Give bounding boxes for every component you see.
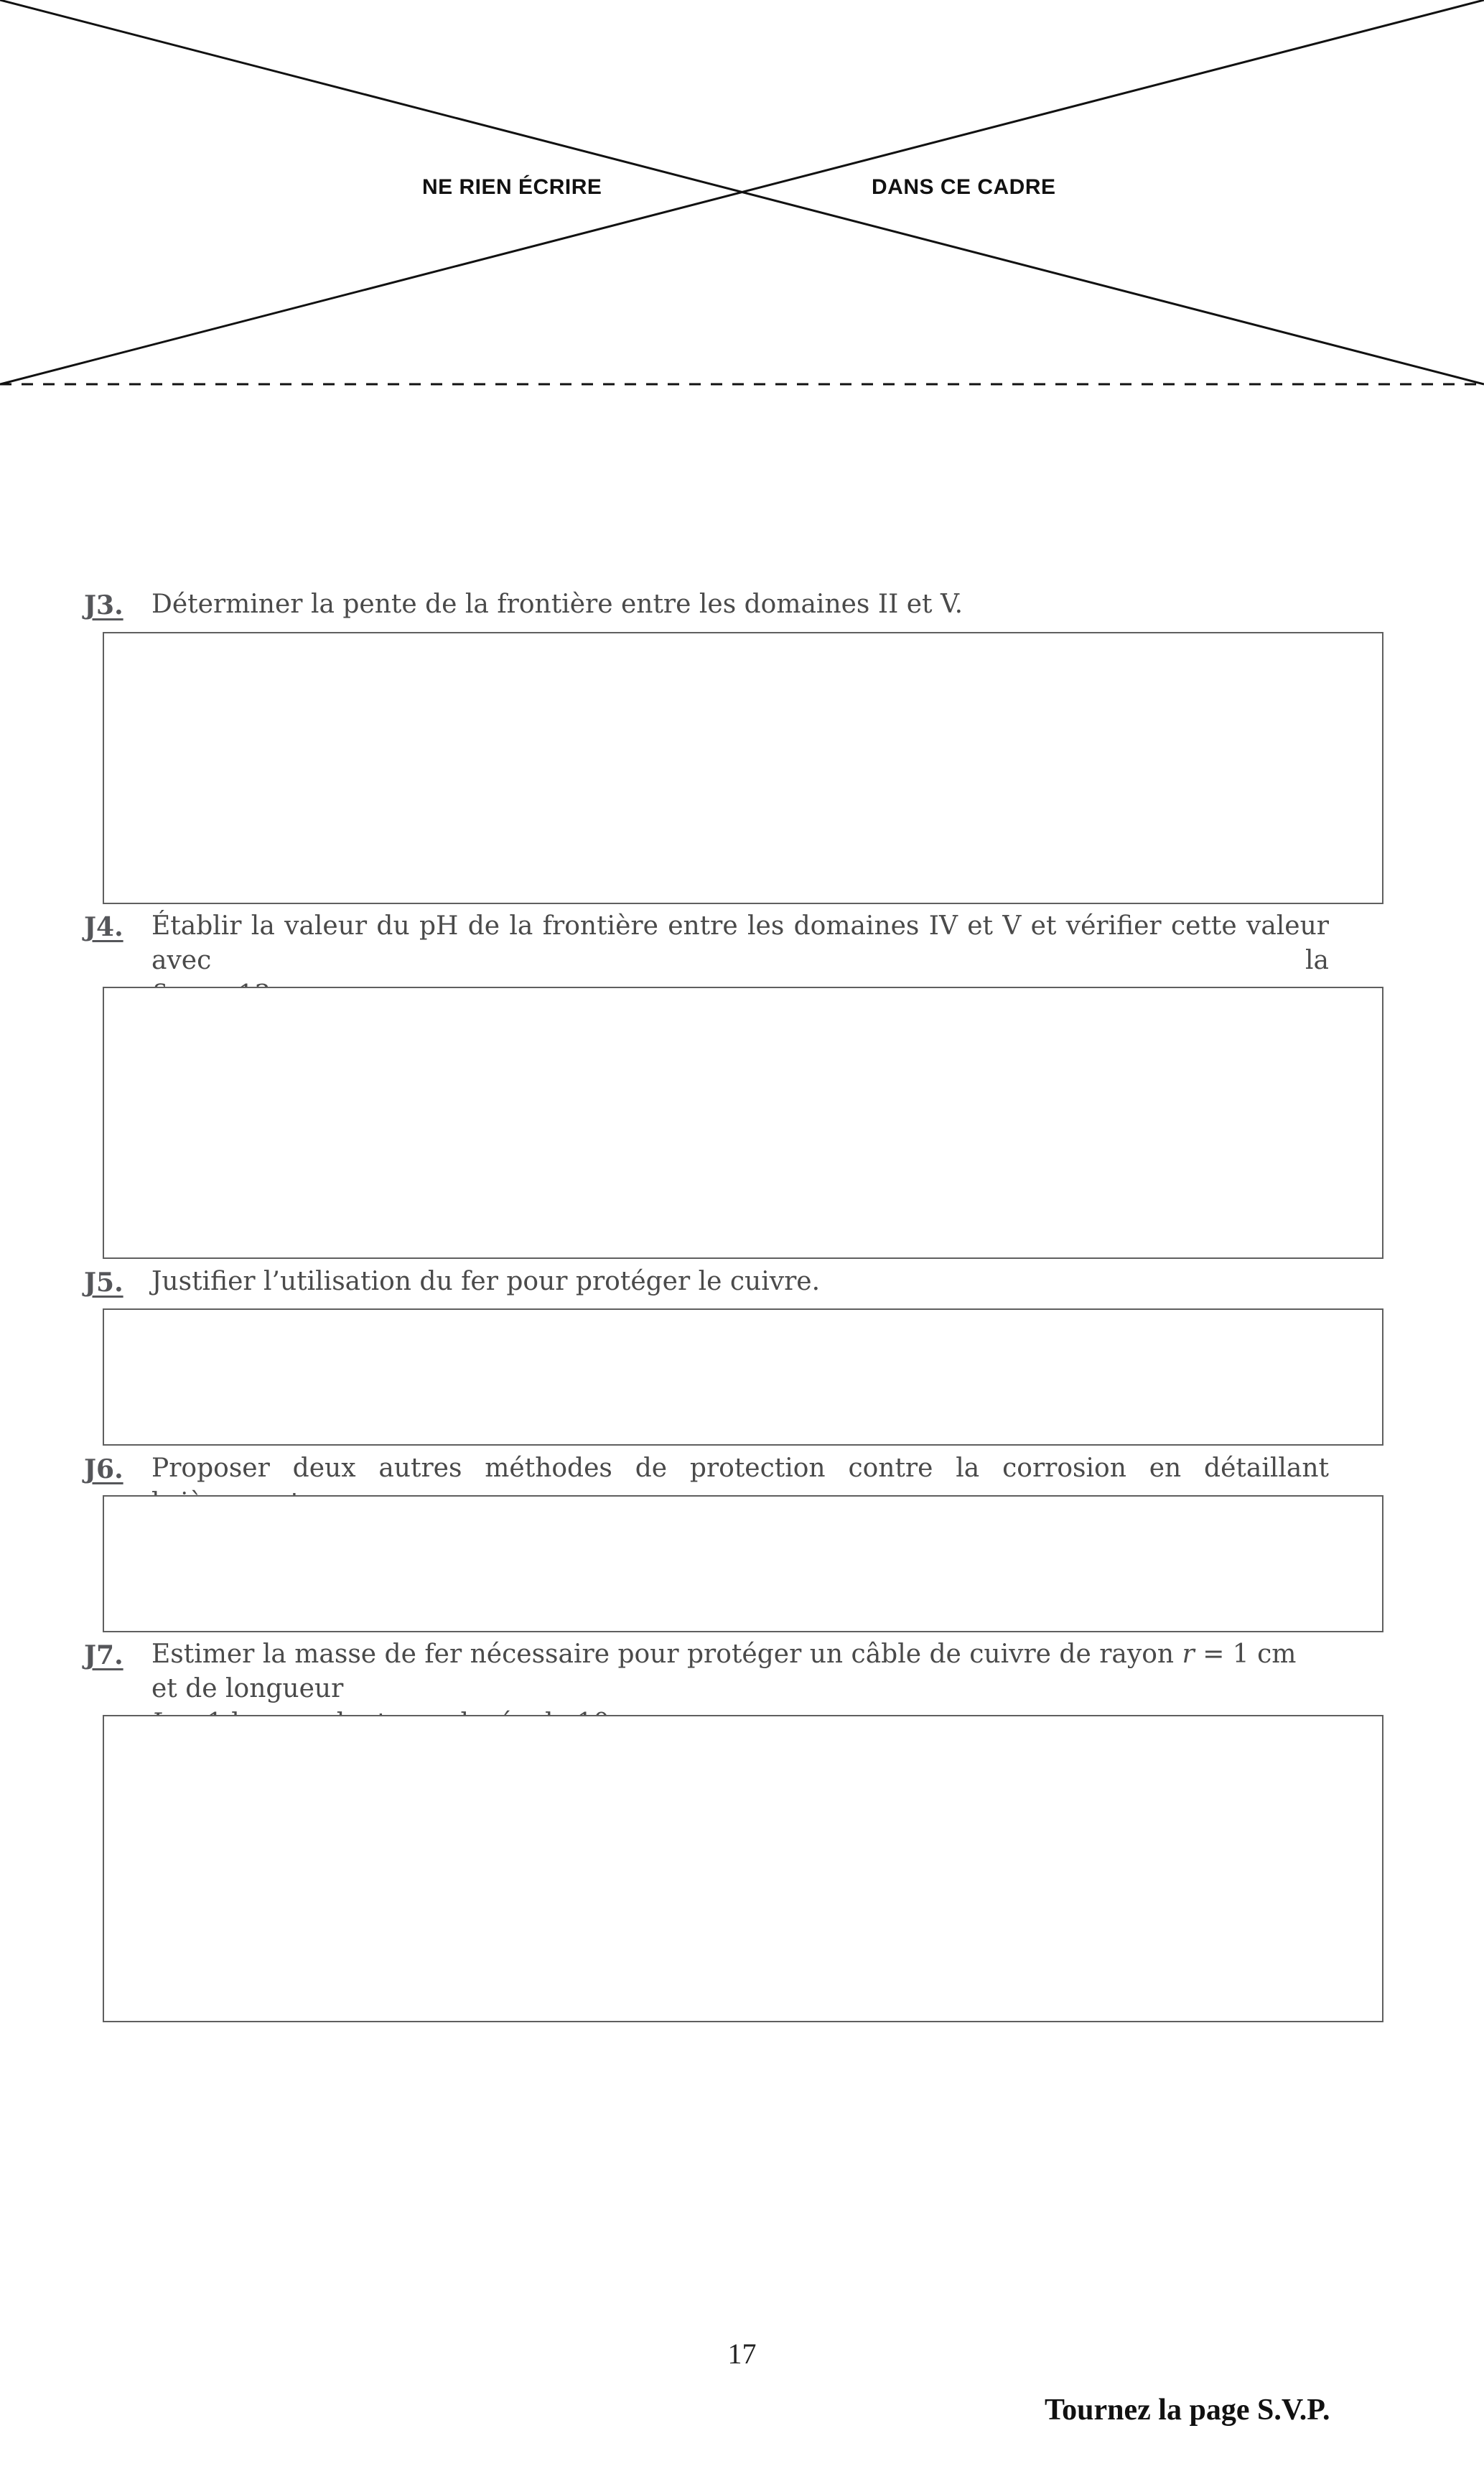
question-number-j7: J7.	[84, 1640, 123, 1670]
answer-box-j5[interactable]	[103, 1308, 1383, 1446]
question-text-j7-line1: Estimer la masse de fer nécessaire pour protéger un câble de cuivre de rayon r = 1 cm et de longueur	[151, 1640, 1297, 1703]
no-write-frame	[0, 0, 1484, 388]
question-number-j4: J4.	[84, 912, 123, 942]
answer-box-j6[interactable]	[103, 1495, 1383, 1632]
question-text-j4-line1: Établir la valeur du pH de la frontière entre les domaines IV et V et vérifier cette valeur avec la	[151, 911, 1329, 975]
answer-box-j7[interactable]	[103, 1715, 1383, 2022]
question-text-j6: Proposer deux autres méthodes de protection contre la corrosion en détaillant	[151, 1454, 1329, 1483]
question-number-j5: J5.	[84, 1268, 123, 1298]
question-number-j3: J3.	[84, 590, 123, 620]
header-left-label: NE RIEN ÉCRIRE	[422, 175, 602, 199]
answer-box-j3[interactable]	[103, 632, 1383, 904]
question-text-j5: Justifier l’utilisation du fer pour protéger le cuivre.	[151, 1267, 821, 1296]
question-text-j3: Déterminer la pente de la frontière entre les domaines II et V.	[151, 590, 963, 619]
turn-page-note: Tournez la page S.V.P.	[1045, 2394, 1330, 2427]
answer-box-j4[interactable]	[103, 987, 1383, 1259]
header-right-label: DANS CE CADRE	[872, 175, 1056, 199]
question-number-j6: J6.	[84, 1454, 123, 1484]
page-number: 17	[727, 2338, 757, 2370]
